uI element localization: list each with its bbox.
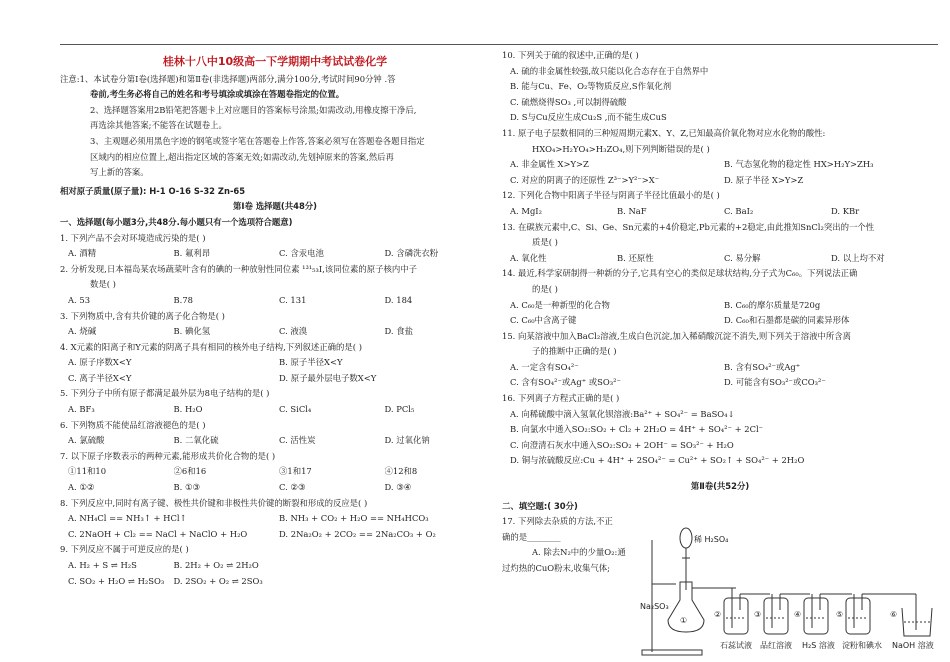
label-litmus: 石蕊试液 (720, 641, 752, 650)
option: C. SO₂ + H₂O ⇌ H₂SO₃ (68, 575, 165, 586)
question-item (60, 449, 490, 480)
question-item (502, 329, 938, 391)
section2-title: 二、填空题:( 30分) (502, 500, 578, 511)
option: A. ①② (68, 482, 95, 493)
options-row (60, 511, 490, 527)
option: D. 食盐 (384, 326, 413, 337)
option: C. 2NaOH + Cl₂ == NaCl + NaClO + H₂O (68, 528, 248, 539)
option: B. 向氯水中通入SO₂:SO₂ + Cl₂ + 2H₂O = 4H⁺ + SO₄²⁻ + 2Cl⁻ (510, 424, 764, 435)
question-stem: 5. 下列分子中所有原子都满足最外层为8电子结构的是( ) (60, 388, 270, 399)
option (279, 558, 385, 574)
option: B. 气态氢化物的稳定性 HX>H₂Y>ZH₃ (724, 159, 874, 170)
q17-line: A. 除去N₂中的少量O₂:通 (532, 547, 626, 558)
right-column (502, 48, 938, 577)
option: B. 原子半径X<Y (279, 357, 343, 368)
question-item (60, 309, 490, 340)
option (279, 574, 385, 590)
option: A. 原子序数X<Y (68, 357, 132, 368)
options-row (60, 433, 490, 449)
atomic-mass-line: 相对原子质量(原子量): H-1 O-16 S-32 Zn-65 (60, 185, 246, 196)
option: D. 以上均不对 (831, 252, 885, 263)
option: B. NH₃ + CO₂ + H₂O == NH₄HCO₃ (279, 513, 429, 524)
option: C. C₆₀中含离子键 (510, 315, 577, 326)
option: D. 2SO₂ + O₂ ⇌ 2SO₃ (173, 575, 263, 586)
option: D. C₆₀和石墨都是碳的同素异形体 (724, 315, 850, 326)
stand-base (642, 650, 702, 655)
exam-title: 桂林十八中10级高一下学期期中考试试卷化学 (162, 55, 388, 68)
option: C. BaI₂ (724, 205, 754, 216)
options-row (502, 204, 938, 220)
option: A. 一定含有SO₄²⁻ (510, 361, 579, 372)
options-row (60, 371, 490, 387)
option: A. C₆₀是一种新型的化合物 (510, 299, 610, 310)
question-item (60, 574, 490, 590)
question-stem: 3. 下列物质中,含有共价键的离子化合物是( ) (60, 310, 225, 321)
option: D. 184 (384, 294, 413, 305)
note-line: 2、选择题答案用2B铅笔把答题卡上对应题目的答案标号涂黑;如需改动,用橡皮擦干净后, (90, 104, 417, 115)
option: D. 原子最外层电子数X<Y (279, 372, 377, 383)
question-stem: 13. 在碳族元素中,C、Si、Ge、Sn元素的+4价稳定,Pb元素的+2稳定,由此推知SnCl₂突出的一个性 (502, 221, 875, 232)
option: A. 向稀硫酸中滴入氢氧化钡溶液:Ba²⁺ + SO₄²⁻ = BaSO₄↓ (510, 408, 735, 419)
option: A. MgI₂ (510, 205, 542, 216)
option: A. H₂ + S ⇌ H₂S (68, 560, 137, 570)
option: B. 碘化氢 (173, 326, 211, 337)
options-row (60, 293, 490, 309)
option (385, 558, 491, 574)
notes-block (60, 72, 490, 181)
label-num-4: ④ (794, 610, 802, 619)
options-row (60, 402, 490, 418)
note-line: 卷前,考生务必将自己的姓名和考号填涂或填涂在答题卷指定的位置。 (90, 89, 345, 100)
option: B. 2H₂ + O₂ ⇌ 2H₂O (173, 560, 259, 570)
bottle-1 (724, 588, 770, 634)
question-item (502, 126, 938, 188)
header-rule (60, 44, 938, 45)
option: C. 活性炭 (279, 435, 316, 446)
option: C. SiCl₄ (279, 404, 312, 415)
option: D. 原子半径 X>Y>Z (724, 174, 804, 185)
label-starch-iodine: 淀粉和碘水 (842, 641, 882, 650)
funnel-bulb (680, 528, 692, 548)
option: B. NaF (617, 205, 647, 216)
options-row (60, 527, 490, 543)
question-item (502, 48, 938, 126)
options-row (60, 246, 490, 262)
options-row (502, 375, 938, 391)
option: C. 131 (279, 294, 307, 305)
options-row (60, 324, 490, 340)
options-row (60, 355, 490, 371)
question-stem: HXO₄>H₂YO₄>H₃ZO₄,则下列判断错误的是( ) (532, 143, 710, 154)
question-item (60, 340, 490, 387)
option: C. 向澄清石灰水中通入SO₂:SO₂ + 2OH⁻ = SO₃²⁻ + H₂O (510, 439, 734, 450)
question-stem: 15. 向某溶液中加入BaCl₂溶液,生成白色沉淀,加入稀硝酸沉淀不消失,则下列关于溶液中所含离 (502, 330, 852, 341)
question-item (60, 262, 490, 309)
options-row (502, 313, 938, 329)
option: D. 过氧化钠 (384, 435, 430, 446)
bottle-3 (804, 594, 852, 634)
question-item (60, 496, 490, 543)
option (385, 574, 491, 590)
question-stem: 质是( ) (532, 237, 558, 248)
options-row (502, 298, 938, 314)
question-item (502, 391, 938, 469)
label-num-6: ⑥ (890, 610, 898, 619)
question-stem: 8. 下列反应中,同时有离子键、极性共价键和非极性共价键的断裂和形成的反应是( ) (60, 497, 368, 508)
option: A. 硫的非金属性较强,故只能以化合态存在于自然界中 (510, 65, 709, 76)
q17-line: 确的是________ (502, 531, 561, 542)
option: A. 氯硫酸 (68, 435, 105, 446)
option: A. 非金属性 X>Y>Z (510, 159, 589, 170)
label-acid: 稀 H₂SO₄ (694, 535, 729, 544)
option: B. 能与Cu、Fe、O₂等物质反应,S作氧化剂 (510, 81, 672, 92)
option: D. 2Na₂O₂ + 2CO₂ == 2Na₂CO₃ + O₂ (279, 528, 436, 539)
option: B. 氟利昂 (173, 248, 211, 259)
label-num-5: ⑤ (836, 610, 844, 619)
option: D. 含磷洗衣粉 (384, 248, 439, 259)
question-stem: 9. 下列反应不属于可逆反应的是( ) (60, 544, 189, 555)
option: C. 易分解 (724, 252, 761, 263)
beaker (896, 594, 932, 636)
option: B.78 (173, 294, 193, 305)
label-num-1: ① (680, 616, 688, 625)
option: ③1和17 (279, 466, 312, 477)
options-row (60, 574, 490, 590)
options-row (60, 480, 490, 496)
options-row (502, 157, 938, 173)
question-stem: 数是( ) (90, 279, 116, 290)
q17-block (502, 514, 642, 576)
apparatus-diagram (640, 520, 940, 658)
note-line: 写上新的答案。 (90, 167, 149, 178)
question-item (60, 231, 490, 262)
question-stem: 12. 下列化合物中阳离子半径与阴离子半径比值最小的是( ) (502, 190, 720, 201)
option: B. 含有SO₄²⁻或Ag⁺ (724, 361, 801, 372)
apparatus-drawing (640, 520, 940, 658)
question-item (60, 386, 490, 417)
option: C. 硫燃烧得SO₃ ,可以制得硫酸 (510, 96, 627, 107)
question-item (502, 266, 938, 328)
label-h2s: H₂S 溶液 (802, 641, 835, 650)
option: A. 烧碱 (68, 326, 97, 337)
option: B. 二氧化硫 (173, 435, 219, 446)
options-row (502, 173, 938, 189)
option: D. 可能含有SO₃²⁻或CO₃²⁻ (724, 377, 826, 388)
question-stem: 2. 分析发现,日本福岛某农场蔬菜叶含有的碘的一种放射性同位素 ¹³¹₅₃I,该同位素的原子核内中子 (60, 263, 417, 274)
option: C. 离子半径X<Y (68, 372, 132, 383)
question-stem: 6. 下列物质不能使品红溶液褪色的是( ) (60, 419, 206, 430)
question-stem: 16. 下列离子方程式正确的是( ) (502, 393, 620, 404)
option: ①11和10 (68, 466, 107, 477)
option: D. PCl₅ (384, 404, 415, 415)
section1-title: 一、选择题(每小题3分,共48分.每小题只有一个选项符合题意) (60, 216, 293, 227)
options-row (60, 464, 490, 480)
note-line: 再选涂其他答案;不能答在试题卷上。 (90, 120, 227, 131)
option: C. ②③ (279, 482, 306, 493)
option: B. H₂O (173, 404, 203, 415)
option: B. 还原性 (617, 252, 654, 263)
option: C. 液溴 (279, 326, 308, 337)
question-stem: 1. 下列产品不会对环境造成污染的是( ) (60, 232, 206, 243)
question-stem: 11. 原子电子层数相同的三种短周期元素X、Y、Z,已知最高价氧化物对应水化物的酸性: (502, 127, 826, 138)
question-item (60, 542, 490, 573)
option: A. NH₄Cl == NH₃↑ + HCl↑ (68, 513, 187, 524)
option: ②6和16 (173, 466, 207, 477)
option: A. BF₃ (68, 404, 95, 415)
option: D. S与Cu反应生成Cu₂S ,而不能生成CuS (510, 112, 667, 123)
q17-line: 过灼热的CuO粉末,收集气体; (502, 563, 610, 573)
option: C. 含汞电池 (279, 248, 324, 259)
label-num-2: ② (714, 610, 722, 619)
option: A. 53 (68, 294, 91, 305)
note-line: 注意:1、本试卷分第Ⅰ卷(选择题)和第Ⅱ卷(非选择题)两部分,满分100分,考试时间90分钟 .答 (60, 73, 396, 84)
note-line: 3、主观题必须用黑色字迹的钢笔或签字笔在答题卷上作答,答案必须写在答题卷各题目指定 (90, 135, 425, 146)
options-row (502, 251, 938, 267)
left-question-list (60, 231, 490, 590)
options-row (502, 360, 938, 376)
label-reagent: Na₂SO₃ (640, 602, 669, 611)
q17-line: 17. 下列除去杂质的方法,不正 (502, 516, 613, 527)
option: B. ①③ (173, 482, 200, 493)
options-row (60, 558, 490, 574)
option: A. 氧化性 (510, 252, 547, 263)
option: D. ③④ (384, 482, 412, 493)
question-item (60, 480, 490, 496)
note-line: 区域内的相应位置上,超出指定区域的答案无效;如需改动,先划掉原来的答案,然后再 (90, 151, 394, 162)
option: ④12和8 (384, 466, 418, 477)
part1-title: 第Ⅰ卷 选择题(共48分) (233, 201, 317, 212)
option: D. 铜与浓硫酸反应:Cu + 4H⁺ + 2SO₄²⁻ = Cu²⁺ + SO₂↑ + SO₄²⁻ + 2H₂O (510, 455, 805, 466)
question-item (60, 418, 490, 449)
bottle-4 (846, 594, 896, 634)
label-magenta: 品红溶液 (760, 641, 792, 650)
option: B. C₆₀的摩尔质量是720g (724, 299, 821, 310)
option: C. 含有SO₄²⁻或Ag⁺ 或SO₃²⁻ (510, 377, 621, 388)
option: D. KBr (831, 205, 860, 216)
question-stem: 7. 以下原子序数表示的两种元素,能形成共价化合物的是( ) (60, 450, 276, 461)
question-item (502, 188, 938, 219)
question-stem: 的是( ) (532, 283, 558, 294)
bottle-2 (764, 594, 810, 634)
question-stem: 14. 最近,科学家研制得一种新的分子,它具有空心的类似足球状结构,分子式为C₆₀。下列说法正确 (502, 268, 858, 279)
right-question-list (502, 48, 938, 469)
option: C. 对应的阴离子的还原性 Z³⁻>Y²⁻>X⁻ (510, 174, 660, 185)
question-stem: 10. 下列关于硫的叙述中,正确的是( ) (502, 50, 639, 60)
question-stem: 子的推断中正确的是( ) (532, 346, 617, 357)
label-naoh: NaOH 溶液 (892, 641, 934, 650)
left-column (60, 48, 490, 589)
question-stem: 4. X元素的阳离子和Y元素的阴离子具有相同的核外电子结构,下列叙述正确的是( ) (60, 341, 363, 352)
option: A. 酒精 (68, 248, 97, 259)
label-num-3: ③ (754, 610, 762, 619)
question-item (502, 220, 938, 267)
part2-title: 第Ⅱ卷(共52分) (690, 481, 750, 492)
